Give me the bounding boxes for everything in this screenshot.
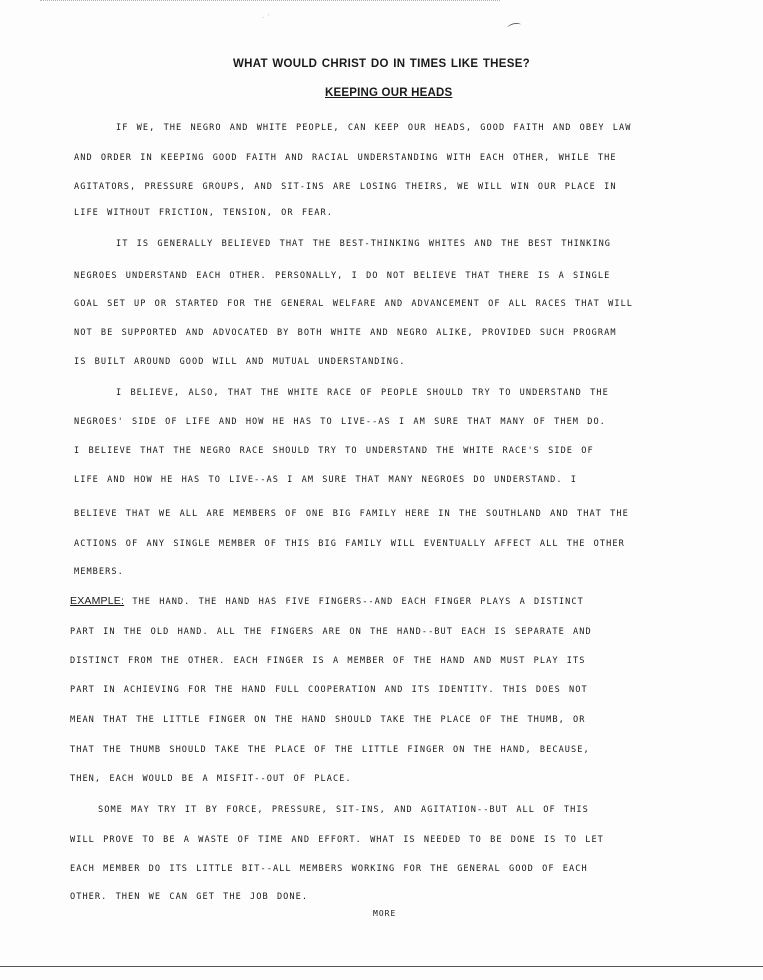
paragraph-5-line-3: EACH MEMBER DO ITS LITTLE BIT--ALL MEMBERS WORKING FOR THE GENERAL GOOD OF EACH (70, 864, 588, 874)
paragraph-2-line-4: NOT BE SUPPORTED AND ADVOCATED BY BOTH WHITE AND NEGRO ALIKE, PROVIDED SUCH PROGRAM (74, 328, 617, 338)
paragraph-3-line-4: LIFE AND HOW HE HAS TO LIVE--AS I AM SURE THAT MANY NEGROES DO UNDERSTAND. I (74, 475, 578, 485)
paragraph-1-line-2: AND ORDER IN KEEPING GOOD FAITH AND RACIAL UNDERSTANDING WITH EACH OTHER, WHILE THE (74, 153, 617, 163)
pen-mark-top-right: ⌒ (506, 21, 524, 41)
paragraph-3-line-6: ACTIONS OF ANY SINGLE MEMBER OF THIS BIG FAMILY WILL EVENTUALLY AFFECT ALL THE OTHER (74, 539, 625, 549)
paragraph-1-line-1: IF WE, THE NEGRO AND WHITE PEOPLE, CAN KEEP OUR HEADS, GOOD FAITH AND OBEY LAW (116, 123, 632, 133)
paragraph-1-line-3: AGITATORS, PRESSURE GROUPS, AND SIT-INS ARE LOSING THEIRS, WE WILL WIN OUR PLACE IN (74, 182, 617, 192)
paragraph-3-line-5: BELIEVE THAT WE ALL ARE MEMBERS OF ONE BIG FAMILY HERE IN THE SOUTHLAND AND THAT THE (74, 509, 629, 519)
document-title: WHAT WOULD CHRIST DO IN TIMES LIKE THESE? (233, 58, 530, 70)
paragraph-4-line-1 (70, 596, 584, 607)
paragraph-2-line-3: GOAL SET UP OR STARTED FOR THE GENERAL WELFARE AND ADVANCEMENT OF ALL RACES THAT WILL (74, 299, 634, 309)
paragraph-2-line-1: IT IS GENERALLY BELIEVED THAT THE BEST-THINKING WHITES AND THE BEST THINKING (116, 239, 612, 249)
bottom-rule (0, 966, 763, 967)
paragraph-1-line-4: LIFE WITHOUT FRICTION, TENSION, OR FEAR. (74, 208, 333, 218)
example-label: EXAMPLE: (70, 595, 125, 607)
paragraph-3-line-1: I BELIEVE, ALSO, THAT THE WHITE RACE OF PEOPLE SHOULD TRY TO UNDERSTAND THE (116, 388, 609, 398)
paragraph-4-line-3: DISTINCT FROM THE OTHER. EACH FINGER IS A MEMBER OF THE HAND AND MUST PLAY ITS (70, 656, 586, 666)
speck-mark-top: · ˊ (262, 14, 270, 22)
paragraph-5-line-4: OTHER. THEN WE CAN GET THE JOB DONE. (70, 892, 309, 902)
paragraph-4-line-6: THAT THE THUMB SHOULD TAKE THE PLACE OF THE LITTLE FINGER ON THE HAND, BECAUSE, (70, 745, 590, 755)
example-text: THE HAND. THE HAND HAS FIVE FINGERS--AND EACH FINGER PLAYS A DISTINCT (132, 597, 584, 607)
paragraph-4-line-4: PART IN ACHIEVING FOR THE HAND FULL COOPERATION AND ITS IDENTITY. THIS DOES NOT (70, 685, 588, 695)
document-subtitle: KEEPING OUR HEADS (325, 87, 453, 99)
paragraph-3-line-7: MEMBERS. (74, 567, 124, 577)
paragraph-5-line-1: SOME MAY TRY IT BY FORCE, PRESSURE, SIT-INS, AND AGITATION--BUT ALL OF THIS (98, 805, 589, 815)
paragraph-3-line-2: NEGROES' SIDE OF LIFE AND HOW HE HAS TO LIVE--AS I AM SURE THAT MANY OF THEM DO. (74, 417, 606, 427)
paragraph-3-line-3: I BELIEVE THAT THE NEGRO RACE SHOULD TRY TO UNDERSTAND THE WHITE RACE'S SIDE OF (74, 446, 594, 456)
paragraph-4-line-5: MEAN THAT THE LITTLE FINGER ON THE HAND SHOULD TAKE THE PLACE OF THE THUMB, OR (70, 715, 586, 725)
paragraph-2-line-2: NEGROES UNDERSTAND EACH OTHER. PERSONALLY, I DO NOT BELIEVE THAT THERE IS A SINGLE (74, 271, 611, 281)
paragraph-4-line-2: PART IN THE OLD HAND. ALL THE FINGERS ARE ON THE HAND--BUT EACH IS SEPARATE AND (70, 627, 592, 637)
continuation-footer: MORE (373, 909, 397, 918)
paragraph-4-line-7: THEN, EACH WOULD BE A MISFIT--OUT OF PLACE. (70, 774, 352, 784)
top-dotted-rule (40, 0, 500, 1)
paragraph-2-line-5: IS BUILT AROUND GOOD WILL AND MUTUAL UNDERSTANDING. (74, 357, 406, 367)
paragraph-5-line-2: WILL PROVE TO BE A WASTE OF TIME AND EFFORT. WHAT IS NEEDED TO BE DONE IS TO LET (70, 835, 604, 845)
